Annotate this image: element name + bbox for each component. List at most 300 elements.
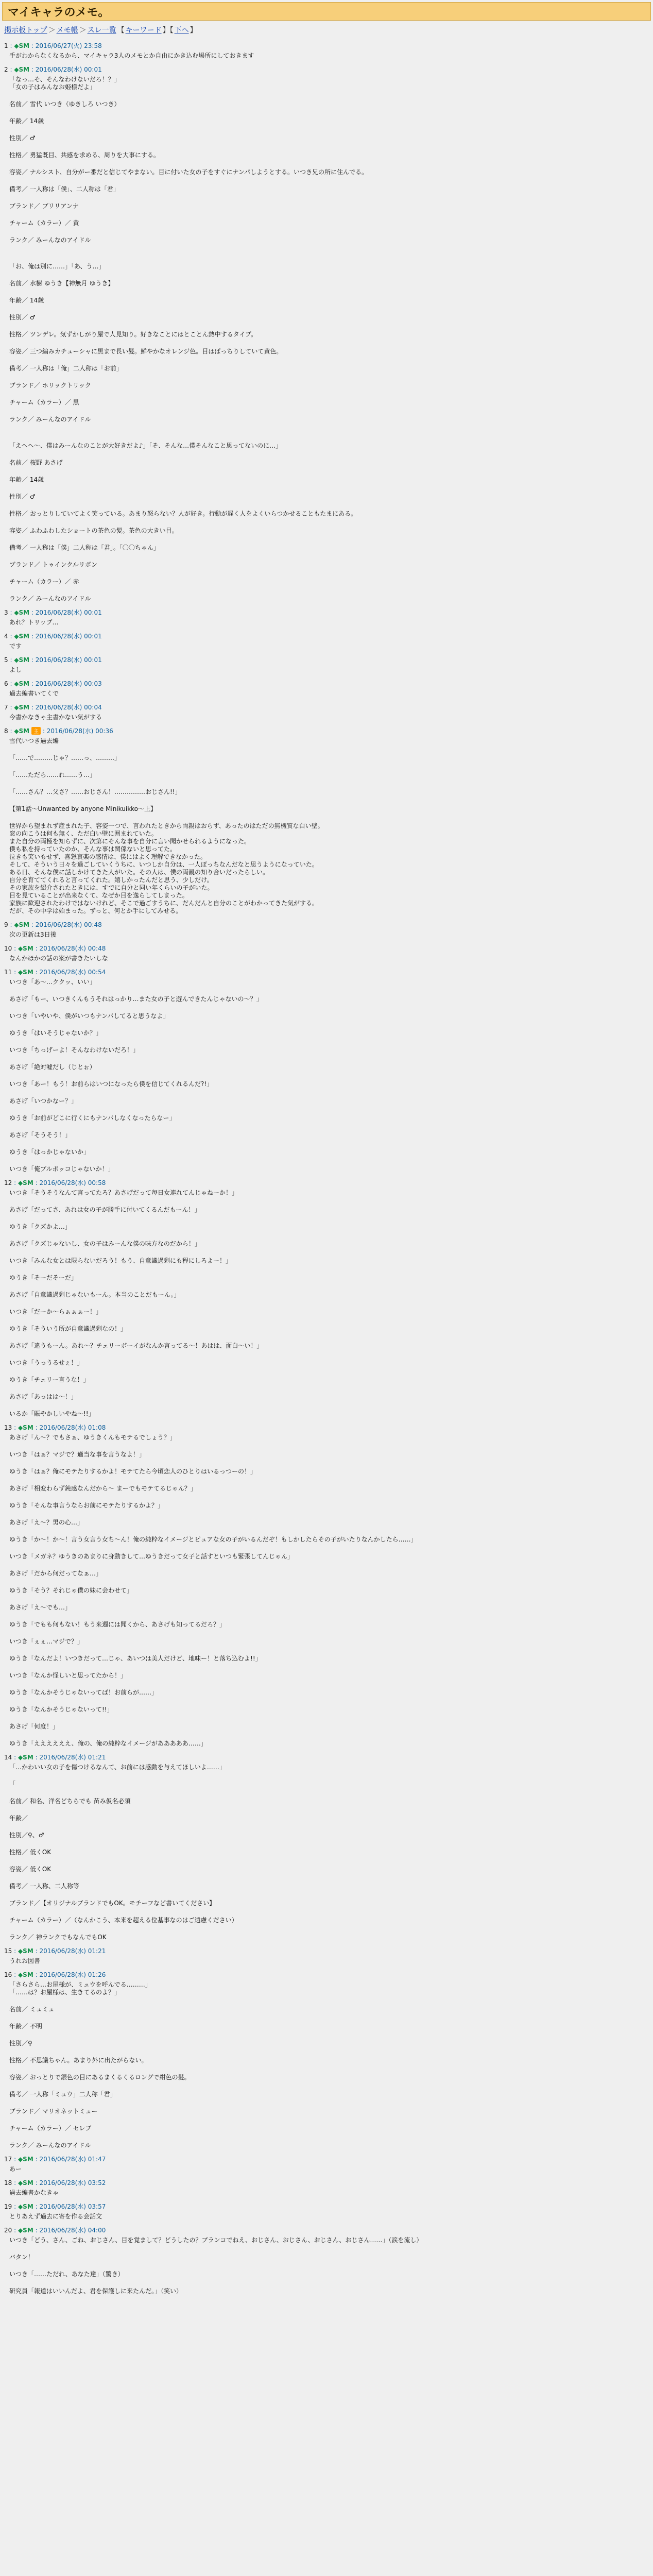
- line-gap: [9, 1214, 649, 1223]
- post-line: 年齢／ 14歳: [9, 476, 44, 483]
- line-gap: [9, 501, 649, 510]
- line-gap: [9, 270, 649, 280]
- meta-separator: :: [29, 680, 36, 687]
- post-line: いるか「賑やかしいやね～!!」: [9, 1410, 95, 1417]
- post: [4, 65, 649, 603]
- line-gap: [9, 1071, 649, 1080]
- post-line: いつき「そうそうなんて言ってたろ？あさげだって毎日女連れてんじゃねーか！」: [9, 1189, 238, 1196]
- line-gap: [9, 1856, 649, 1866]
- post-meta: [4, 632, 649, 640]
- line-gap: [9, 1561, 649, 1570]
- line-gap: [9, 2132, 649, 2142]
- line-gap: [9, 1907, 649, 1917]
- post-line: いつき「うっうるせぇ！」: [9, 1359, 83, 1366]
- line-gap: [9, 321, 649, 331]
- post-number[interactable]: 19: [4, 2203, 12, 2210]
- post-number[interactable]: 16: [4, 1971, 12, 1978]
- post-meta: [4, 679, 649, 688]
- line-gap: [9, 1020, 649, 1029]
- post-number[interactable]: 15: [4, 1947, 12, 1955]
- post-line: いつき「あ～…ククッ、いい」: [9, 978, 96, 986]
- post-number[interactable]: 4: [4, 633, 8, 640]
- post-line: ランク／ みーんなのアイドル: [9, 2142, 91, 2149]
- post-body: [9, 955, 649, 962]
- post-line: 備考／ 一人称「ミュウ」二人称「君」: [9, 2091, 116, 2098]
- post-timestamp: 2016/06/28(水) 00:01: [35, 609, 102, 616]
- post-line: だが、その中学は始まった。ずっと、何とか手にしてみせる。: [9, 907, 182, 914]
- post-line: チャーム（カラー）／ 黒: [9, 399, 79, 406]
- post-number[interactable]: 3: [4, 609, 8, 616]
- post-body: [9, 619, 649, 626]
- post-timestamp: 2016/06/28(水) 00:04: [35, 704, 102, 711]
- post-timestamp: 2016/06/28(水) 00:36: [46, 727, 113, 735]
- meta-separator: :: [33, 969, 40, 976]
- meta-separator: :: [12, 1947, 18, 1955]
- post-line: 世界から望まれず産まれた子、容姿一つで、言われたときから両親はおらず、あったのはただの無機質な白い壁。: [9, 822, 324, 829]
- post-author: ◆SM: [18, 1971, 33, 1978]
- line-gap: [9, 108, 649, 117]
- title-bar: [2, 2, 651, 21]
- post-author: ◆SM: [18, 945, 33, 952]
- post-line: また自分の両極を知らずに、次第にそんな事を自分に言い聞かせられるようになった。: [9, 838, 251, 845]
- post-timestamp: 2016/06/28(水) 00:48: [39, 945, 106, 952]
- post-body: [9, 737, 649, 915]
- meta-separator: :: [8, 656, 14, 664]
- post: [4, 1970, 649, 2149]
- post-line: ゆうき「クズかよ…」: [9, 1223, 71, 1230]
- line-gap: [9, 1663, 649, 1672]
- post-line: ランク／ 神ランクでもなんでもOK: [9, 1934, 107, 1941]
- meta-separator: :: [12, 945, 18, 952]
- post-line: いつき「どう、さん、ごね、おじさん、目を覚まして？どうしたの？ブランコでねえ、おじさん、おじさん、おじさん、おじさん……」（涙を流し）: [9, 2236, 423, 2244]
- post-body: [9, 2213, 649, 2221]
- line-gap: [9, 1771, 649, 1781]
- post-line: 性別／ ♂: [9, 314, 36, 321]
- post-line: 年齢／ 不明: [9, 2023, 42, 2030]
- post-body: [9, 2165, 649, 2173]
- post-line: 性格／ 不思議ちゃん。あまり外に出たがらない。: [9, 2057, 148, 2064]
- post-meta: [4, 41, 649, 50]
- post-number[interactable]: 13: [4, 1424, 12, 1431]
- line-gap: [9, 1156, 649, 1165]
- meta-separator: :: [33, 2156, 40, 2163]
- post-author: ◆SM: [14, 609, 30, 616]
- post-body: [9, 714, 649, 721]
- line-gap: [9, 779, 649, 788]
- post: [4, 1178, 649, 1418]
- post-line: ブランド／ トゥインクルリボン: [9, 561, 97, 568]
- post: [4, 679, 649, 698]
- line-gap: [9, 125, 649, 134]
- post-body: [9, 52, 649, 60]
- line-gap: [9, 1493, 649, 1502]
- post-line: 今書かなきゃ主書かない気がする: [9, 714, 102, 721]
- post-line: いつき「なんか怪しいと思ってたから！」: [9, 1672, 127, 1679]
- line-gap: [9, 1839, 649, 1849]
- nav-link-board-top[interactable]: 掲示板トップ: [4, 26, 47, 35]
- meta-separator: :: [8, 609, 14, 616]
- post-timestamp: 2016/06/28(水) 03:52: [39, 2179, 106, 2187]
- meta-separator: :: [12, 1754, 18, 1761]
- meta-separator: :: [8, 727, 14, 735]
- line-gap: [9, 355, 649, 365]
- line-gap: [9, 2013, 649, 2023]
- post-line: 泣きも笑いもせず、喜怒哀楽の感情は、僕にはよく理解できなかった。: [9, 853, 207, 860]
- meta-separator: :: [29, 633, 36, 640]
- post-line: です: [9, 642, 22, 650]
- nav-separator: 【: [117, 26, 125, 35]
- line-gap: [9, 1578, 649, 1587]
- post-line: 研究員「報道はいいんだよ、君を保護しに来たんだ。」（笑い）: [9, 2287, 183, 2295]
- post-number[interactable]: 7: [4, 704, 8, 711]
- line-gap: [9, 433, 649, 442]
- post-line: チャーム（カラー）／ 黄: [9, 219, 79, 227]
- post-body: [9, 1764, 649, 1941]
- post-line: ブランド／ ブリリアンナ: [9, 202, 79, 210]
- post-line: 「女の子はみんなお姫様だよ」: [9, 83, 96, 91]
- line-gap: [9, 1265, 649, 1274]
- post-line: 名前／ ミュミュ: [9, 2006, 55, 2013]
- meta-separator: :: [41, 727, 47, 735]
- post-number[interactable]: 9: [4, 921, 8, 928]
- line-gap: [9, 287, 649, 297]
- post-line: 容姿／ 低くOK: [9, 1866, 51, 1873]
- meta-separator: :: [33, 2179, 40, 2187]
- post: [4, 608, 649, 626]
- line-gap: [9, 253, 649, 263]
- line-gap: [9, 372, 649, 382]
- post-timestamp: 2016/06/28(水) 00:54: [39, 969, 106, 976]
- post-line: 性格／ 低くOK: [9, 1849, 51, 1856]
- post-meta: [4, 2155, 649, 2163]
- post-line: 次の更新は3日後: [9, 931, 57, 938]
- post-line: 自分を育ててくれると言ってくれた。嬉しかったんだと思う、少しだけ。: [9, 876, 213, 884]
- post-line: あさげ「もー、いつきくんもうそれはっかり…また女の子と遊んできたんじゃないの～？」: [9, 995, 263, 1003]
- line-gap: [9, 159, 649, 168]
- post-line: 年齢／: [9, 1815, 28, 1822]
- meta-separator: :: [33, 1179, 40, 1187]
- post-timestamp: 2016/06/28(水) 01:21: [39, 1754, 106, 1761]
- post-line: ブランド／【オリジナルブランドでもOK。モチーフなど書いてください】: [9, 1900, 216, 1907]
- post-body: [9, 1957, 649, 1965]
- post-line: 性別／ ♂: [9, 134, 36, 142]
- post-body: [9, 2189, 649, 2197]
- post-timestamp: 2016/06/27(火) 23:58: [35, 42, 102, 49]
- post-line: よし: [9, 666, 22, 673]
- post-line: ゆうき「なんかそうじゃないって!!」: [9, 1706, 113, 1713]
- line-gap: [9, 535, 649, 544]
- post-body: [9, 690, 649, 698]
- meta-separator: :: [33, 2203, 40, 2210]
- post-number[interactable]: 18: [4, 2179, 12, 2187]
- post-line: 「さらさら…お屋様が、ミュウを呼んでる………」: [9, 1981, 151, 1988]
- post-body: [9, 666, 649, 674]
- line-gap: [9, 2030, 649, 2040]
- meta-separator: :: [8, 680, 14, 687]
- post-meta: [4, 944, 649, 953]
- line-gap: [9, 1731, 649, 1740]
- post-number[interactable]: 6: [4, 680, 8, 687]
- line-gap: [9, 210, 649, 219]
- line-gap: [9, 2278, 649, 2287]
- line-gap: [9, 518, 649, 527]
- meta-separator: :: [12, 969, 18, 976]
- line-gap: [9, 91, 649, 100]
- post-timestamp: 2016/06/28(水) 00:48: [35, 921, 102, 928]
- post-line: いつき「いやいや、僕がいつもナンパしてると思うなよ」: [9, 1012, 169, 1020]
- meta-separator: :: [33, 1947, 40, 1955]
- post: [4, 968, 649, 1173]
- line-gap: [9, 2081, 649, 2091]
- nav-separator: 】【: [162, 26, 174, 35]
- post-line: ランク／ みーんなのアイドル: [9, 416, 91, 423]
- post-line: いつき「メガネ？ゆうきのあまりに身動きして…ゆうきだって女子と話すといつも緊張してんじゃん」: [9, 1553, 294, 1560]
- post-line: 「…かわいい女の子を傷つけるなんて、お前には感動を与えてほしいよ……」: [9, 1764, 226, 1771]
- post-meta: [4, 1423, 649, 1432]
- post-line: そして、そういう日々を過ごしていくうちに、いつしか自分は、一人ぼっちなんだなと思うようになっていた。: [9, 861, 318, 868]
- post-number[interactable]: 20: [4, 2227, 12, 2234]
- post-line: ゆうき「お前がどこに行くにもナンパしなくなったらなー」: [9, 1114, 176, 1122]
- post-number[interactable]: 1: [4, 42, 8, 49]
- post-line: あさげ「だから何だってなぁ…」: [9, 1570, 102, 1577]
- post-meta: [4, 65, 649, 74]
- post-line: ランク／ みーんなのアイドル: [9, 595, 91, 602]
- post-line: あー: [9, 2165, 22, 2173]
- line-gap: [9, 1122, 649, 1131]
- post-line: 「……で………じゃ？……っ、………」: [9, 754, 121, 761]
- post-line: ブランド／ マリオネットミュー: [9, 2108, 98, 2115]
- meta-separator: :: [33, 1754, 40, 1761]
- line-gap: [9, 1805, 649, 1815]
- post-meta: [4, 703, 649, 711]
- post-line: 名前／ 和名、洋名どちらでも 苗み仮名必須: [9, 1798, 131, 1805]
- line-gap: [9, 586, 649, 595]
- post-line: いつき「はぁ？マジで？適当な事を言うなよ！」: [9, 1451, 146, 1458]
- post-line: とりあえず過去に寄を作る会話文: [9, 2213, 102, 2220]
- post-number[interactable]: 8: [4, 727, 8, 735]
- meta-separator: :: [29, 921, 36, 928]
- line-gap: [9, 1105, 649, 1114]
- post-timestamp: 2016/06/28(水) 00:58: [39, 1179, 106, 1187]
- post-line: うれお図書: [9, 1957, 41, 1964]
- post-number[interactable]: 14: [4, 1754, 12, 1761]
- post-line: 容姿／ 三つ編みカチューシャに黒まで長い髪。鮮やかなオレンジ色。目はぱっちりしていて黄色。: [9, 348, 283, 355]
- line-gap: [9, 142, 649, 151]
- post: [4, 2155, 649, 2173]
- meta-separator: :: [12, 2156, 18, 2163]
- post-author: ◆SM: [18, 1947, 33, 1955]
- post-line: いつき「あー！もう！お前らはいつになったら僕を信じてくれるんだ?!」: [9, 1080, 213, 1088]
- post: [4, 632, 649, 650]
- post-meta: [4, 608, 649, 617]
- line-gap: [9, 484, 649, 493]
- nav-link-memo[interactable]: メモ帳: [56, 26, 78, 35]
- post-line: あさげ「だってさ、あれは女の子が勝手に付いてくるんだもーん！」: [9, 1206, 201, 1213]
- meta-separator: :: [29, 66, 36, 73]
- nav-link-bottom[interactable]: 下へ: [174, 26, 189, 35]
- line-gap: [9, 467, 649, 476]
- post-meta: [4, 920, 649, 929]
- line-gap: [9, 1316, 649, 1325]
- line-gap: [9, 1459, 649, 1468]
- line-gap: [9, 1333, 649, 1342]
- line-gap: [9, 1646, 649, 1655]
- line-gap: [9, 406, 649, 416]
- post-line: あさげ「絶対嘘だし（じとぉ）: [9, 1063, 96, 1071]
- line-gap: [9, 1299, 649, 1308]
- line-gap: [9, 1510, 649, 1519]
- meta-separator: :: [12, 2179, 18, 2187]
- post-line: 窓の向こうは何も無く、ただ白い壁に囲まれていた。: [9, 830, 158, 837]
- post-line: 備考／ 一人称は「僕」、二人称は「君」: [9, 185, 119, 193]
- post-line: ゆうき「そう？それじゃ僕の妹に会わせて」: [9, 1587, 133, 1594]
- post-line: 備考／ 一人称は「俺」二人称は「お前」: [9, 365, 123, 372]
- post-line: 性格／ ツンデレ。気ずかしがり屋で人見知り。好きなことにはとことん熱中するタイプ。: [9, 331, 257, 338]
- post-timestamp: 2016/06/28(水) 00:01: [35, 656, 102, 664]
- post-line: 「……さん？…父さ？……おじさん！……………おじさん!!」: [9, 788, 181, 795]
- post-line: バタン！: [9, 2253, 35, 2261]
- post-author: ◆SM: [18, 969, 33, 976]
- post-meta: [4, 1753, 649, 1761]
- post-number[interactable]: 10: [4, 945, 12, 952]
- line-gap: [9, 1384, 649, 1393]
- post-author: ◆SM: [14, 680, 30, 687]
- post-author: ◆SM: [18, 2203, 33, 2210]
- post-line: 【第1話〜Unwanted by anyone Minikuikko〜上】: [9, 805, 157, 812]
- post-meta: [4, 2178, 649, 2187]
- nav-link-thread-list[interactable]: スレ一覧: [87, 26, 116, 35]
- post-line: 過去編書かなきゃ: [9, 2189, 59, 2196]
- post-body: [9, 76, 649, 603]
- nav-separator: ＞: [79, 26, 87, 35]
- post-line: 性別／♀、♂: [9, 1832, 44, 1839]
- line-gap: [9, 1595, 649, 1604]
- post-line: 「……は？お屋様は、生きてるのよ？」: [9, 1989, 121, 1996]
- post-line: 僕も私を持っていたのか、そんな事は関係ないと思ってた。: [9, 845, 177, 853]
- post-number[interactable]: 11: [4, 969, 12, 976]
- post-author: ◆SM: [14, 66, 30, 73]
- post-author: ◆SM: [18, 2179, 33, 2187]
- owner-badge: 主: [31, 727, 41, 735]
- post-body: [9, 1434, 649, 1748]
- post-author: ◆SM: [14, 42, 30, 49]
- line-gap: [9, 1697, 649, 1706]
- line-gap: [9, 1401, 649, 1410]
- meta-separator: :: [8, 42, 14, 49]
- line-gap: [9, 2098, 649, 2108]
- post-line: いつき「……ただれ、あなた達」（驚き）: [9, 2270, 124, 2278]
- nav-separator: ＞: [48, 26, 56, 35]
- line-gap: [9, 1442, 649, 1451]
- post-line: あさげ「違うもーん。あれ～？チェリーボーイがなんか言ってる～！あはは、面白～い！」: [9, 1342, 263, 1349]
- post-number[interactable]: 2: [4, 66, 8, 73]
- post: [4, 2226, 649, 2295]
- line-gap: [9, 1996, 649, 2006]
- post-line: 過去編書いてくで: [9, 690, 59, 697]
- post-line: あさげ「あっはは～！」: [9, 1393, 77, 1400]
- post-number[interactable]: 12: [4, 1179, 12, 1187]
- line-gap: [9, 2261, 649, 2270]
- post-timestamp: 2016/06/28(水) 03:57: [39, 2203, 106, 2210]
- post: [4, 655, 649, 674]
- line-gap: [9, 423, 649, 433]
- meta-separator: :: [12, 1971, 18, 1978]
- post-line: あさげ「何度！」: [9, 1723, 59, 1730]
- line-gap: [9, 1890, 649, 1900]
- post-line: いつき「ぇぇ…マジで？」: [9, 1638, 84, 1645]
- line-gap: [9, 745, 649, 754]
- post: [4, 726, 649, 915]
- post-line: 性格／ おっとりしていてよく笑っている。あまり怒らない？人が好き。行動が遅く人をよくいらつかせることもたまにある。: [9, 510, 357, 517]
- post: [4, 1423, 649, 1748]
- post-line: あさげ「ん～？でもさぁ、ゆうきくんもモテるでしょう？」: [9, 1434, 176, 1441]
- post-line: ランク／ みーんなのアイドル: [9, 236, 91, 244]
- post-line: 年齢／ 14歳: [9, 297, 44, 304]
- post-line: いつき「俺ブルボッコじゃないか！」: [9, 1165, 114, 1173]
- post-meta: [4, 2226, 649, 2234]
- post: [4, 1946, 649, 1965]
- line-gap: [9, 1231, 649, 1240]
- post-line: ブランド／ ホリックトリック: [9, 382, 91, 389]
- nav-separator: 】: [190, 26, 197, 35]
- meta-separator: :: [33, 2227, 40, 2234]
- meta-separator: :: [29, 42, 36, 49]
- post-body: [9, 1189, 649, 1418]
- post-line: あさげ「そうそう！」: [9, 1131, 72, 1139]
- post-meta: [4, 1970, 649, 1979]
- post-line: ゆうき「か～！か～！言う女言う女ち～ん！俺の純粋なイメージとピュアな女の子がいるんだぞ！もしかしたらその子がいたりなんかしたら……」: [9, 1536, 417, 1543]
- post-body: [9, 1981, 649, 2149]
- post-body: [9, 2236, 649, 2295]
- post-author: ◆SM: [18, 2156, 33, 2163]
- post-line: 容姿／ おっとりで銀色の目にあるまくるくるロングで紺色の髪。: [9, 2074, 191, 2081]
- post-line: チャーム（カラー）／（なんかこう、本来を超える位基事なのはご遠慮ください）: [9, 1917, 238, 1924]
- line-gap: [9, 1527, 649, 1536]
- post-author: ◆SM: [18, 2227, 33, 2234]
- post-timestamp: 2016/06/28(水) 01:21: [39, 1947, 106, 1955]
- post-timestamp: 2016/06/28(水) 01:47: [39, 2156, 106, 2163]
- line-gap: [9, 1544, 649, 1553]
- post-number[interactable]: 5: [4, 656, 8, 664]
- post-line: ゆうき「ええええええ、俺の、俺の純粋なイメージがあああああ……」: [9, 1740, 207, 1747]
- line-gap: [9, 176, 649, 185]
- post-line: チャーム（カラー）／ セレブ: [9, 2125, 92, 2132]
- post-line: ゆうき「そういう所が自意識過剰なの！」: [9, 1325, 127, 1332]
- nav-link-keyword[interactable]: キーワード: [125, 26, 162, 35]
- line-gap: [9, 569, 649, 578]
- line-gap: [9, 1629, 649, 1638]
- line-gap: [9, 1003, 649, 1012]
- post-author: ◆SM: [14, 727, 30, 735]
- post-line: いつき「だーか～らぁぁぁー！」: [9, 1308, 102, 1315]
- line-gap: [9, 450, 649, 459]
- post-number[interactable]: 17: [4, 2156, 12, 2163]
- post: [4, 2202, 649, 2221]
- line-gap: [9, 1924, 649, 1934]
- post-line: ゆうき「なんだよ！いつきだって…じゃ、あいつは美人だけど、地味ー！と落ち込むよ!!」: [9, 1655, 262, 1662]
- line-gap: [9, 1612, 649, 1621]
- post-line: 「: [9, 1781, 16, 1788]
- post-list: [0, 38, 653, 2303]
- line-gap: [9, 193, 649, 202]
- line-gap: [9, 1714, 649, 1723]
- post-line: あさげ「自意識過剰じゃないもーん。本当のことだもーん。」: [9, 1291, 180, 1298]
- post-line: ゆうき「そーだそーだ」: [9, 1274, 78, 1281]
- post-line: ゆうき「はぁ？俺にモテたりするかよ！モテてたら今頃恋人のひとりはいるっつーの！」: [9, 1468, 257, 1475]
- post-meta: [4, 655, 649, 664]
- line-gap: [9, 1088, 649, 1097]
- post-line: 家族に歓迎されたわけではないけれど、そこで過ごすうちに、だんだんと自分のことがわかってきた気がする。: [9, 900, 319, 907]
